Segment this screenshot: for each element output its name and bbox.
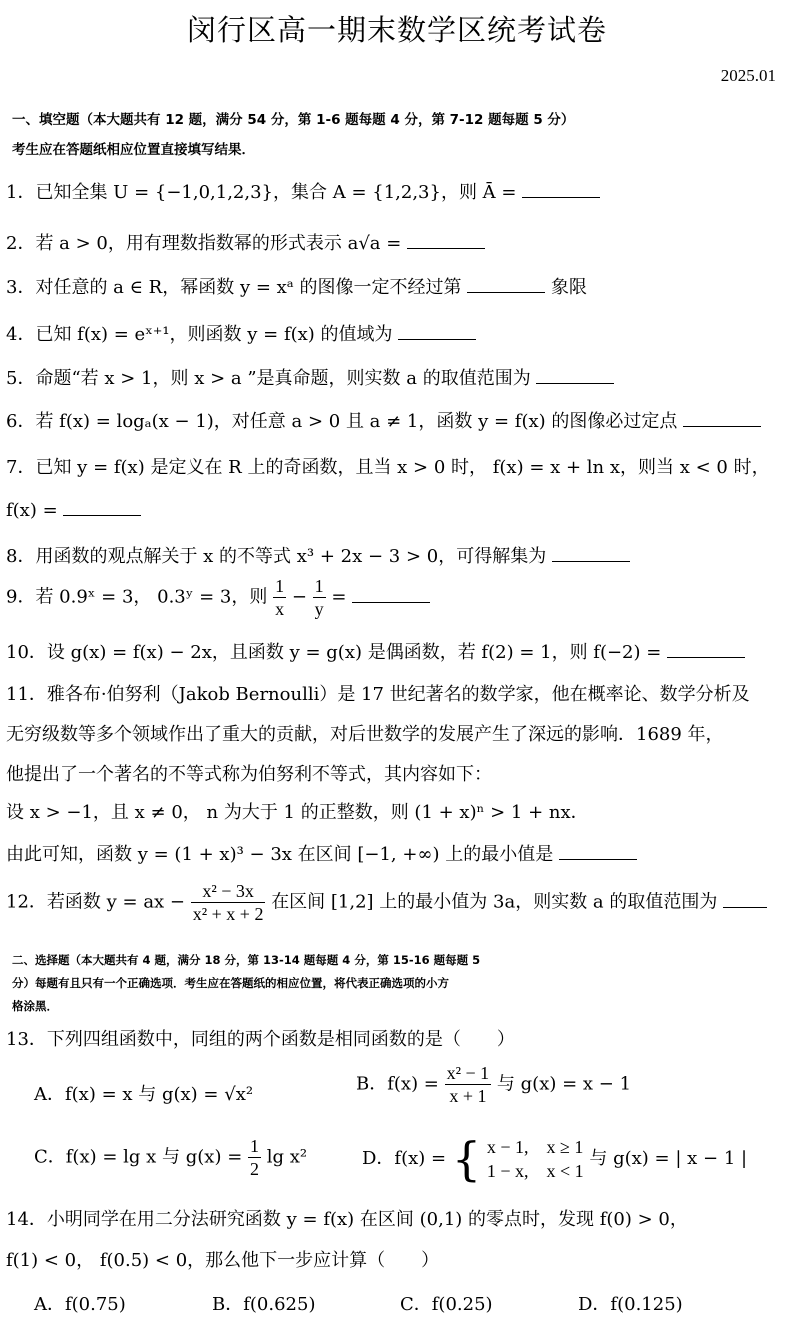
question-3-suffix: 象限 <box>550 277 587 298</box>
question-11-text: 由此可知，函数 y = (1 + x)³ − 3x 在区间 [−1, +∞) 上的最小值是 <box>6 844 554 865</box>
fraction-1-over-x <box>273 575 286 620</box>
question-11-line5 <box>6 840 637 866</box>
question-14-line1: 14．小明同学在用二分法研究函数 y = f(x) 在区间 (0,1) 的零点时，发现 f(0) > 0， <box>6 1209 688 1230</box>
section2-line2: 分）每题有且只有一个正确选项．考生应在答题纸的相应位置，将代表正确选项的小方 <box>12 976 449 990</box>
question-5 <box>6 364 614 390</box>
question-3-text: 3．对任意的 a ∈ R，幂函数 y = xᵃ 的图像一定不经过第 <box>6 277 462 298</box>
question-8 <box>6 542 630 568</box>
answer-blank <box>559 841 637 860</box>
question-12-text: 12．若函数 y = ax − <box>6 891 186 913</box>
option-13B-prefix: B．f(x) = <box>356 1073 439 1095</box>
fraction-numerator: 1 <box>250 1136 260 1156</box>
answer-blank <box>467 274 545 293</box>
fraction-expression <box>445 1062 492 1107</box>
exam-date: 2025.01 <box>720 66 776 85</box>
question-1 <box>6 178 600 204</box>
piecewise-case: x − 1, x ≥ 1 <box>486 1137 584 1157</box>
option-13C <box>34 1135 307 1180</box>
fraction-numerator: 1 <box>314 576 324 596</box>
piecewise-case: 1 − x, x < 1 <box>486 1161 584 1181</box>
answer-blank <box>723 889 767 908</box>
answer-blank <box>522 179 600 198</box>
question-7-line2 <box>6 497 141 521</box>
question-2 <box>6 229 485 255</box>
fraction-denominator: 2 <box>250 1159 260 1179</box>
option-13D-prefix: D．f(x) = <box>362 1148 447 1169</box>
question-5-text: 5．命题“若 x > 1，则 x > a ”是真命题，则实数 a 的取值范围为 <box>6 368 531 389</box>
option-13C-suffix: lg x² <box>266 1146 308 1168</box>
answer-blank <box>398 321 476 340</box>
question-9 <box>6 575 430 620</box>
fraction-expression <box>191 880 266 925</box>
question-11-line2: 无穷级数等多个领域作出了重大的贡献，对后世数学的发展产生了深远的影响．1689 年， <box>6 724 724 745</box>
fraction-1-over-y <box>313 575 326 620</box>
question-7-text: f(x) = <box>6 500 58 521</box>
fraction-denominator: x <box>275 599 285 619</box>
answer-blank <box>683 408 761 427</box>
section2-line1: 二、选择题（本大题共有 4 题，满分 18 分，第 13-14 题每题 4 分，第 15-16 题每题 5 <box>12 953 481 967</box>
option-13A: A．f(x) = x 与 g(x) = √x² <box>34 1084 254 1105</box>
fraction-numerator: x² − 1 <box>446 1063 490 1083</box>
minus-sign: − <box>291 586 307 608</box>
section2-line3: 格涂黑． <box>12 999 58 1013</box>
question-11-line4: 设 x > −1，且 x ≠ 0， n 为大于 1 的正整数，则 (1 + x)ⁿ > 1 + nx． <box>6 802 589 823</box>
option-13B-suffix: 与 g(x) = x − 1 <box>496 1073 632 1095</box>
question-6-text: 6．若 f(x) = logₐ(x − 1)，对任意 a > 0 且 a ≠ 1，函数 y = f(x) 的图像必过定点 <box>6 411 678 432</box>
fraction-one-half <box>248 1135 261 1180</box>
question-3 <box>6 273 587 299</box>
option-14B: B．f(0.625) <box>212 1294 316 1315</box>
question-8-text: 8．用函数的观点解关于 x 的不等式 x³ + 2x − 3 > 0，可得解集为 <box>6 546 547 567</box>
page-title: 闵行区高一期末数学区统考试卷 <box>186 13 607 47</box>
section1-instruction: 考生应在答题纸相应位置直接填写结果． <box>12 142 255 158</box>
option-13B <box>356 1062 631 1107</box>
question-11-line3: 他提出了一个著名的不等式称为伯努利不等式，其内容如下： <box>6 764 492 785</box>
question-12-suffix: 在区间 [1,2] 上的最小值为 3a，则实数 a 的取值范围为 <box>271 891 718 913</box>
option-13D <box>362 1132 748 1186</box>
question-4-text: 4．已知 f(x) = eˣ⁺¹，则函数 y = f(x) 的值域为 <box>6 324 393 345</box>
answer-blank <box>536 365 614 384</box>
question-1-text: 1．已知全集 U = {−1,0,1,2,3}，集合 A = {1,2,3}，则 Ā = <box>6 182 517 203</box>
fraction-denominator: x + 1 <box>449 1086 487 1106</box>
question-10-text: 10．设 g(x) = f(x) − 2x，且函数 y = g(x) 是偶函数，若 f(2) = 1，则 f(−2) = <box>6 642 662 663</box>
question-13-stem: 13．下列四组函数中，同组的两个函数是相同函数的是（ ） <box>6 1029 515 1050</box>
answer-blank <box>352 584 430 603</box>
equals-sign: = <box>331 586 347 608</box>
question-14-line2: f(1) < 0， f(0.5) < 0，那么他下一步应计算（ ） <box>6 1250 440 1271</box>
question-10 <box>6 638 745 664</box>
question-6 <box>6 407 761 433</box>
section1-heading: 一、填空题（本大题共有 12 题，满分 54 分，第 1-6 题每题 4 分，第 7-12 题每题 5 分） <box>12 112 575 128</box>
fraction-denominator: y <box>314 599 324 619</box>
fraction-numerator: x² − 3x <box>191 880 266 903</box>
question-9-text: 9．若 0.9ˣ = 3， 0.3ʸ = 3，则 <box>6 586 268 608</box>
option-14C: C．f(0.25) <box>400 1294 493 1315</box>
answer-blank <box>407 230 485 249</box>
option-13C-prefix: C．f(x) = lg x 与 g(x) = <box>34 1146 243 1168</box>
option-14D: D．f(0.125) <box>578 1294 683 1315</box>
question-2-text: 2．若 a > 0，用有理数指数幂的形式表示 a√a = <box>6 233 402 254</box>
question-4 <box>6 320 476 346</box>
fraction-numerator: 1 <box>275 576 285 596</box>
answer-blank <box>667 639 745 658</box>
question-12 <box>6 880 767 925</box>
option-14A: A．f(0.75) <box>34 1294 126 1315</box>
answer-blank <box>63 497 141 516</box>
left-brace: { <box>451 1132 482 1186</box>
option-13D-suffix: 与 g(x) = | x − 1 | <box>589 1148 748 1169</box>
fraction-denominator: x² + x + 2 <box>192 904 264 924</box>
question-11-line1: 11．雅各布·伯努利（Jakob Bernoulli）是 17 世纪著名的数学家，他在概率论、数学分析及 <box>6 684 750 705</box>
answer-blank <box>552 543 630 562</box>
piecewise-cases <box>487 1135 584 1183</box>
question-7-line1: 7．已知 y = f(x) 是定义在 R 上的奇函数，且当 x > 0 时， f(x) = x + ln x，则当 x < 0 时， <box>6 457 770 478</box>
